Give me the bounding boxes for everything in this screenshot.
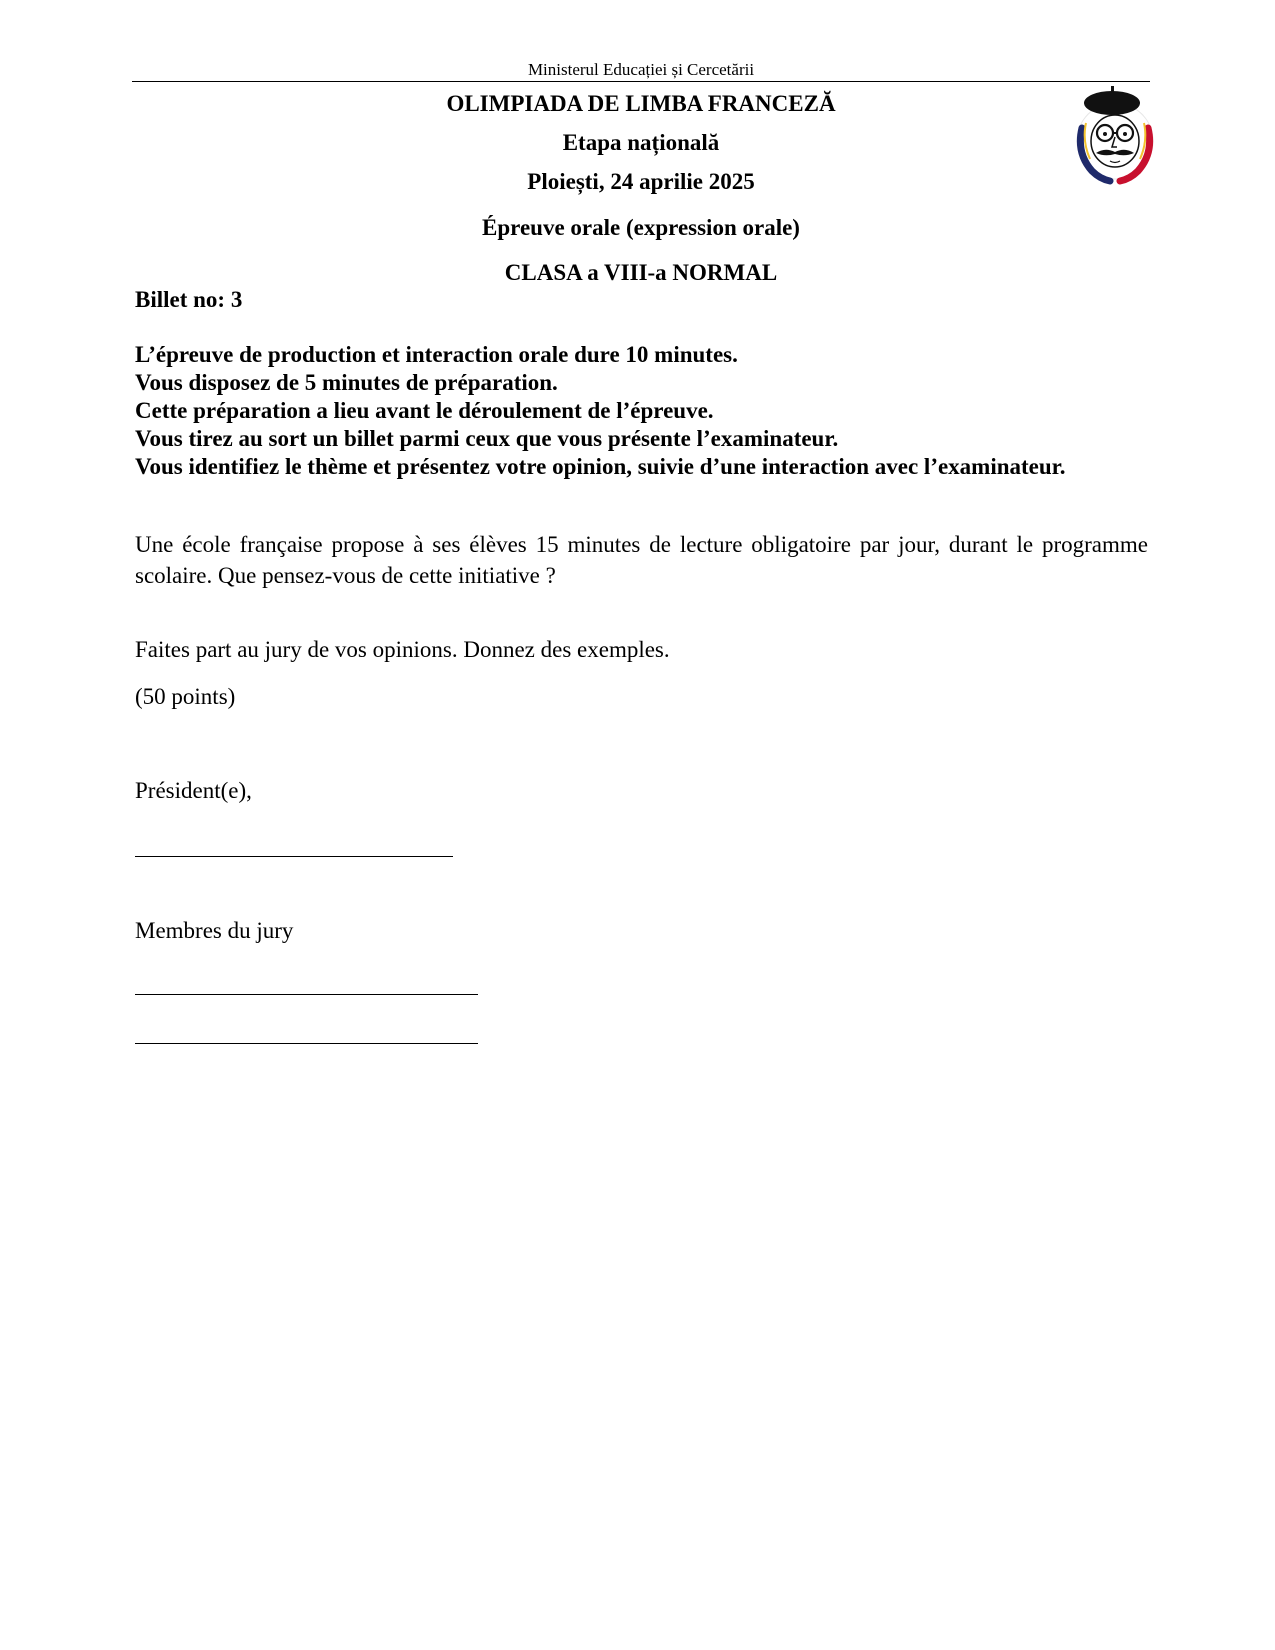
instruction-line: Vous identifiez le thème et présentez votre opinion, suivie d’une interaction avec l’examinateur. (135, 454, 1066, 479)
competition-title: OLIMPIADA DE LIMBA FRANCEZĂ (446, 91, 836, 116)
president-signature-line (135, 856, 453, 857)
class-title: CLASA a VIII-a NORMAL (504, 260, 778, 285)
president-label: Président(e), (135, 778, 252, 803)
task-instruction: Faites part au jury de vos opinions. Donnez des exemples. (135, 637, 670, 662)
instruction-line: Vous disposez de 5 minutes de préparation. (135, 370, 558, 395)
ministry-header: Ministerul Educației și Cercetării (527, 60, 755, 79)
jury-members-label: Membres du jury (135, 918, 294, 943)
olympiad-logo (1070, 83, 1160, 189)
header-rule (132, 81, 1150, 82)
points-value: (50 points) (135, 684, 236, 709)
exam-prompt: Une école française propose à ses élèves 15 minutes de lecture obligatoire par jour, durant le programme scolaire. Que pensez-vous de cette initiative ? (135, 532, 1148, 588)
billet-number: Billet no: 3 (135, 287, 243, 312)
exam-title: Épreuve orale (expression orale) (482, 215, 800, 240)
jury-signature-line (135, 1043, 478, 1044)
instruction-line: L’épreuve de production et interaction orale dure 10 minutes. (135, 342, 738, 367)
stage-title: Etapa națională (562, 130, 720, 155)
place-date: Ploiești, 24 aprilie 2025 (527, 169, 755, 194)
jury-signature-line (135, 994, 478, 995)
instruction-line: Vous tirez au sort un billet parmi ceux que vous présente l’examinateur. (135, 426, 839, 451)
instruction-line: Cette préparation a lieu avant le déroulement de l’épreuve. (135, 398, 714, 423)
